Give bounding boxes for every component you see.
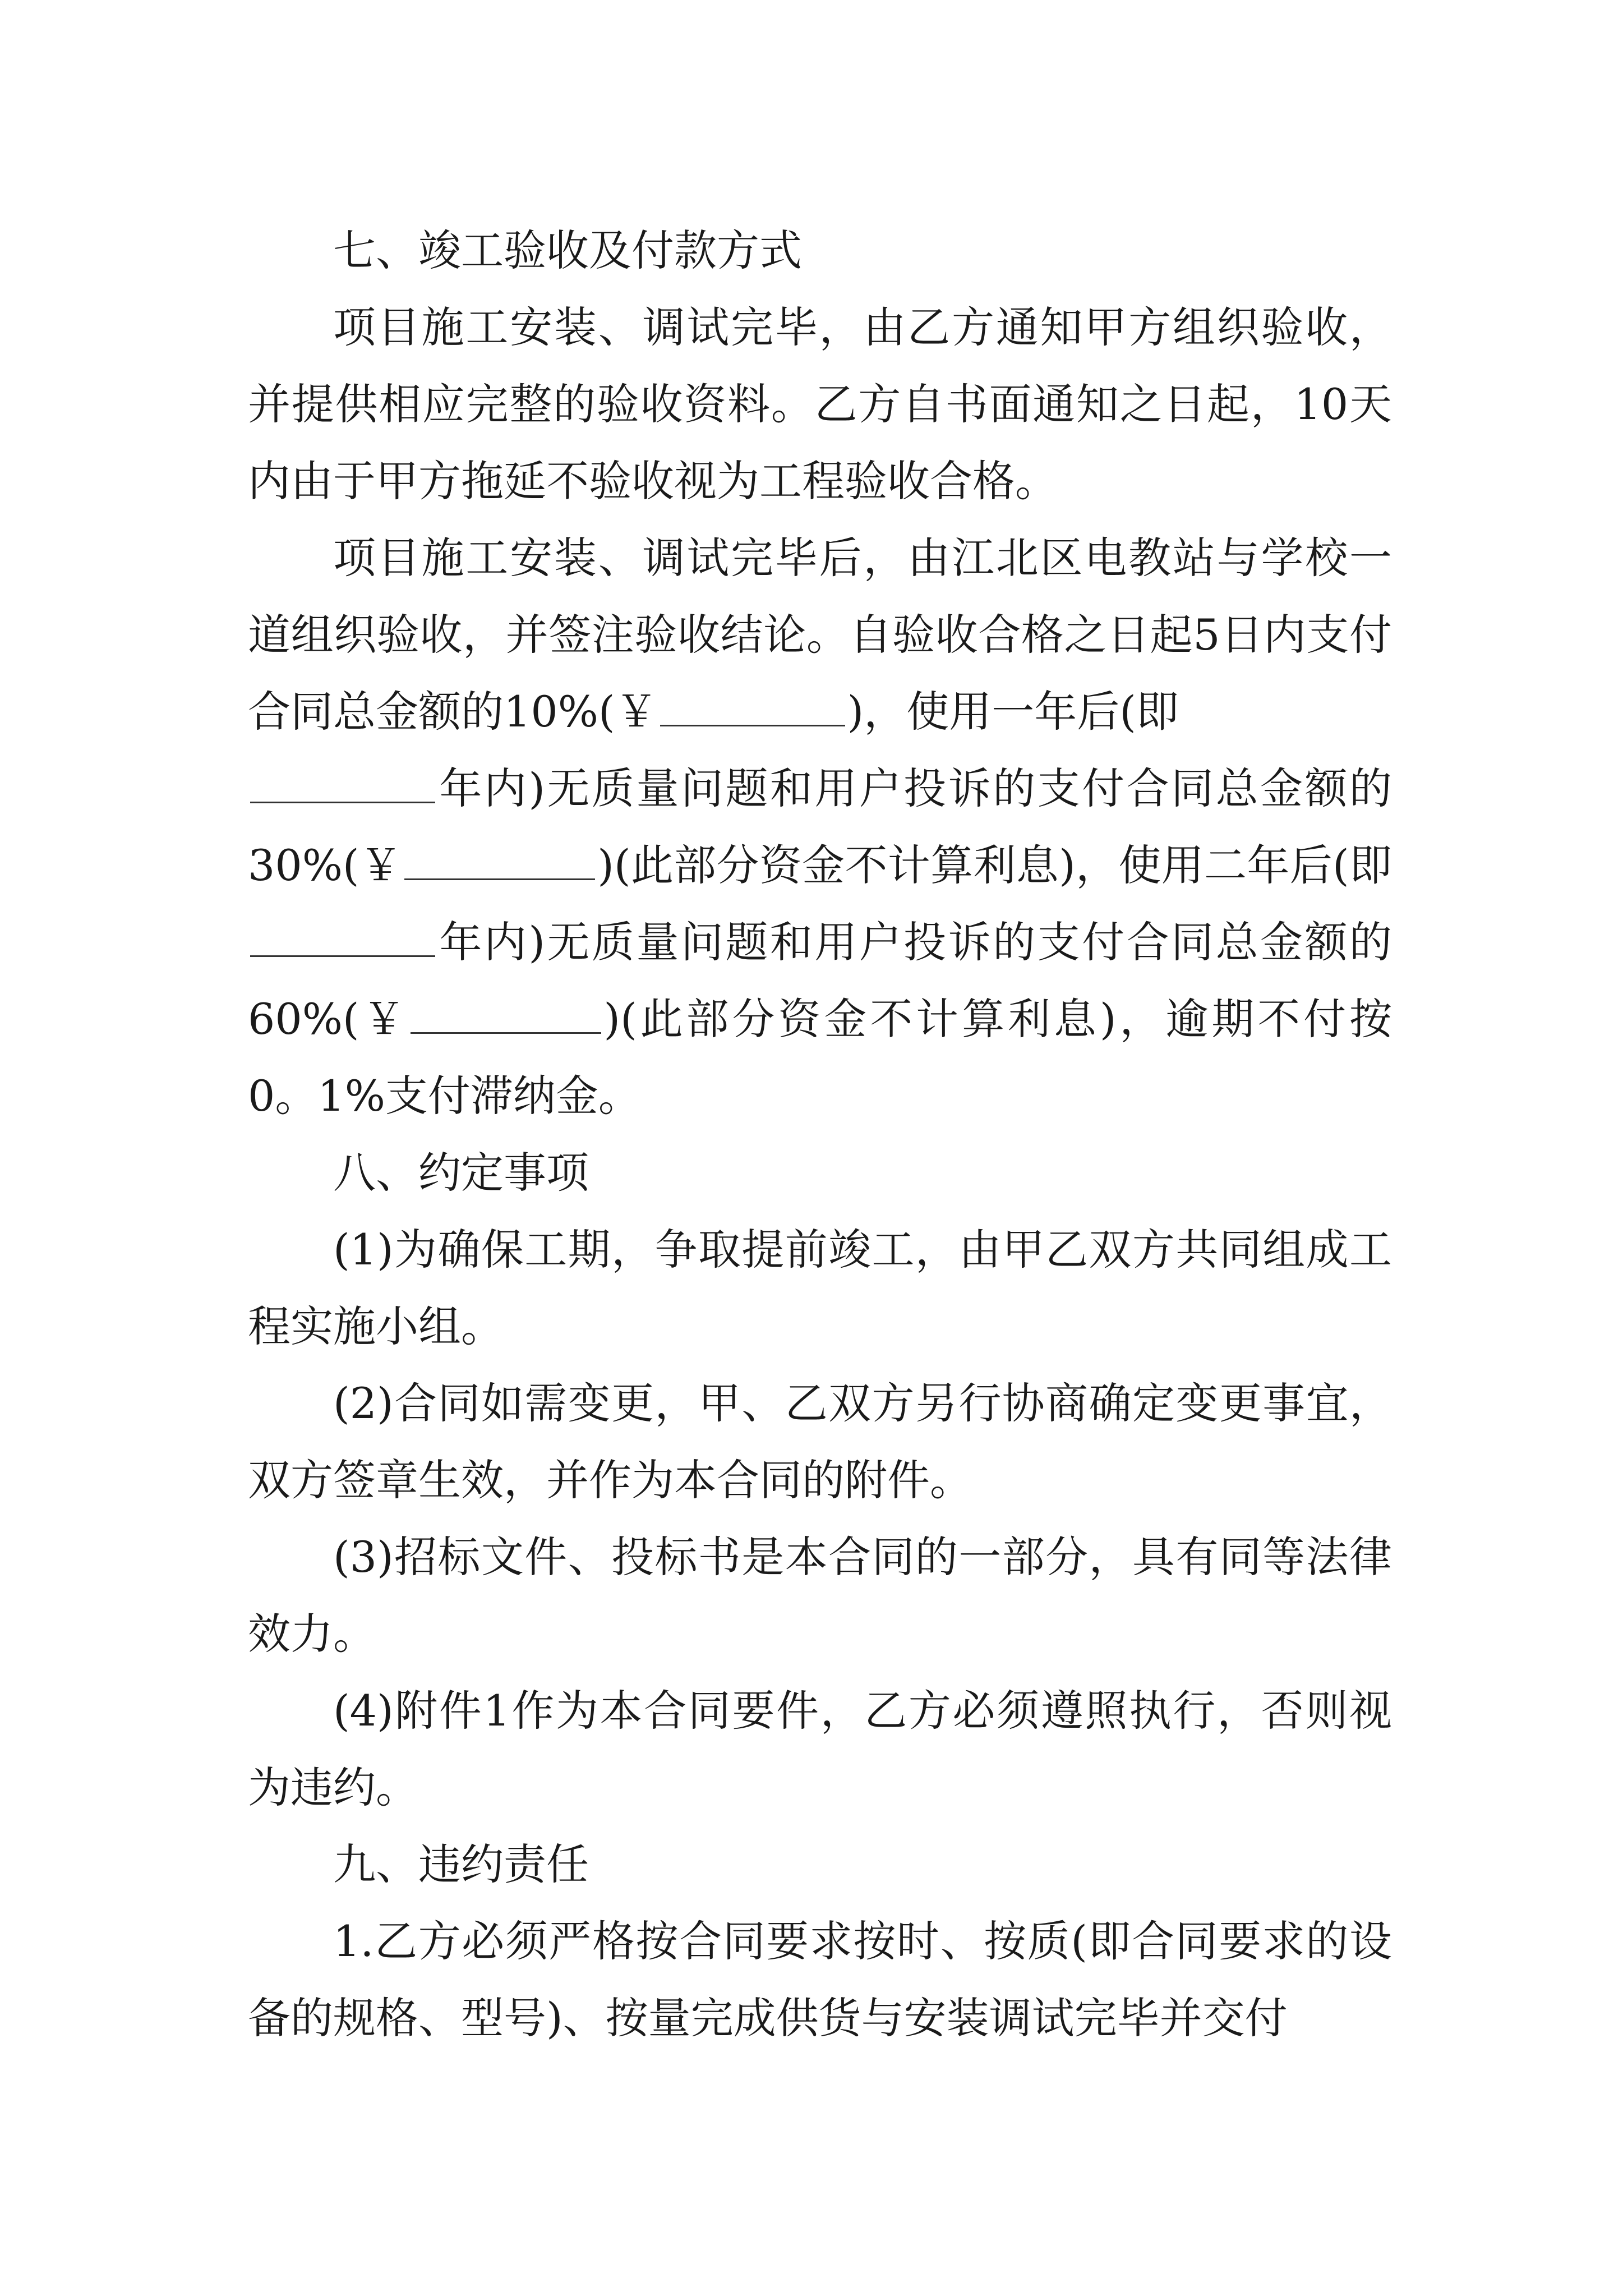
- section-8-heading: 八、约定事项: [333, 1148, 589, 1198]
- section-7-heading: 七、竣工验收及付款方式: [333, 226, 802, 275]
- section-8-item-3: (3)招标文件、投标书是本合同的一部分，具有同等法律效力。: [248, 1532, 1392, 1659]
- section-7-paragraph-1: 项目施工安装、调试完毕，由乙方通知甲方组织验收，并提供相应完整的验收资料。乙方自书面通知之日起，10天内由于甲方拖延不验收视为工程验收合格。: [248, 302, 1392, 506]
- section-9-item-1: 1.乙方必须严格按合同要求按时、按质(即合同要求的设备的规格、型号)、按量完成供货与安装调试完毕并交付: [248, 1916, 1392, 2043]
- payment-text-d: )(此部分资金不计算利息)，使用二年后(即: [597, 840, 1392, 890]
- year-blank-1: [250, 761, 435, 803]
- section-8-item-1: (1)为确保工期，争取提前竣工，由甲乙双方共同组成工程实施小组。: [248, 1225, 1392, 1351]
- section-7-paragraph-2: [248, 519, 1392, 1134]
- section-8-item-4: (4)附件1作为本合同要件，乙方必须遵照执行，否则视为违约。: [248, 1686, 1392, 1812]
- year-blank-2: [250, 915, 435, 957]
- payment-text-b: )，使用一年后(即: [847, 687, 1179, 737]
- amount-blank-10pct: [660, 684, 845, 726]
- payment-text-f: )(此部分资金不计算利息)，逾期不付按0。1%支付滞纳金。: [248, 994, 1393, 1121]
- document-page: [248, 212, 1392, 2056]
- payment-text-a: 项目施工安装、调试完毕后，由江北区电教站与学校一道组织验收，并签注验收结论。自验收合格之日起5日内支付合同总金额的10%(￥: [248, 533, 1392, 737]
- payment-text-c: 年内)无质量问题和用户投诉的支付合同总金额的30%(￥: [248, 763, 1392, 890]
- amount-blank-60pct: [411, 992, 601, 1034]
- payment-text-e: 年内)无质量问题和用户投诉的支付合同总金额的60%(￥: [248, 917, 1392, 1044]
- section-8-item-2: (2)合同如需变更，甲、乙双方另行协商确定变更事宜，双方签章生效，并作为本合同的附件。: [248, 1378, 1392, 1505]
- amount-blank-30pct: [404, 838, 595, 880]
- section-9-heading: 九、违约责任: [333, 1839, 589, 1889]
